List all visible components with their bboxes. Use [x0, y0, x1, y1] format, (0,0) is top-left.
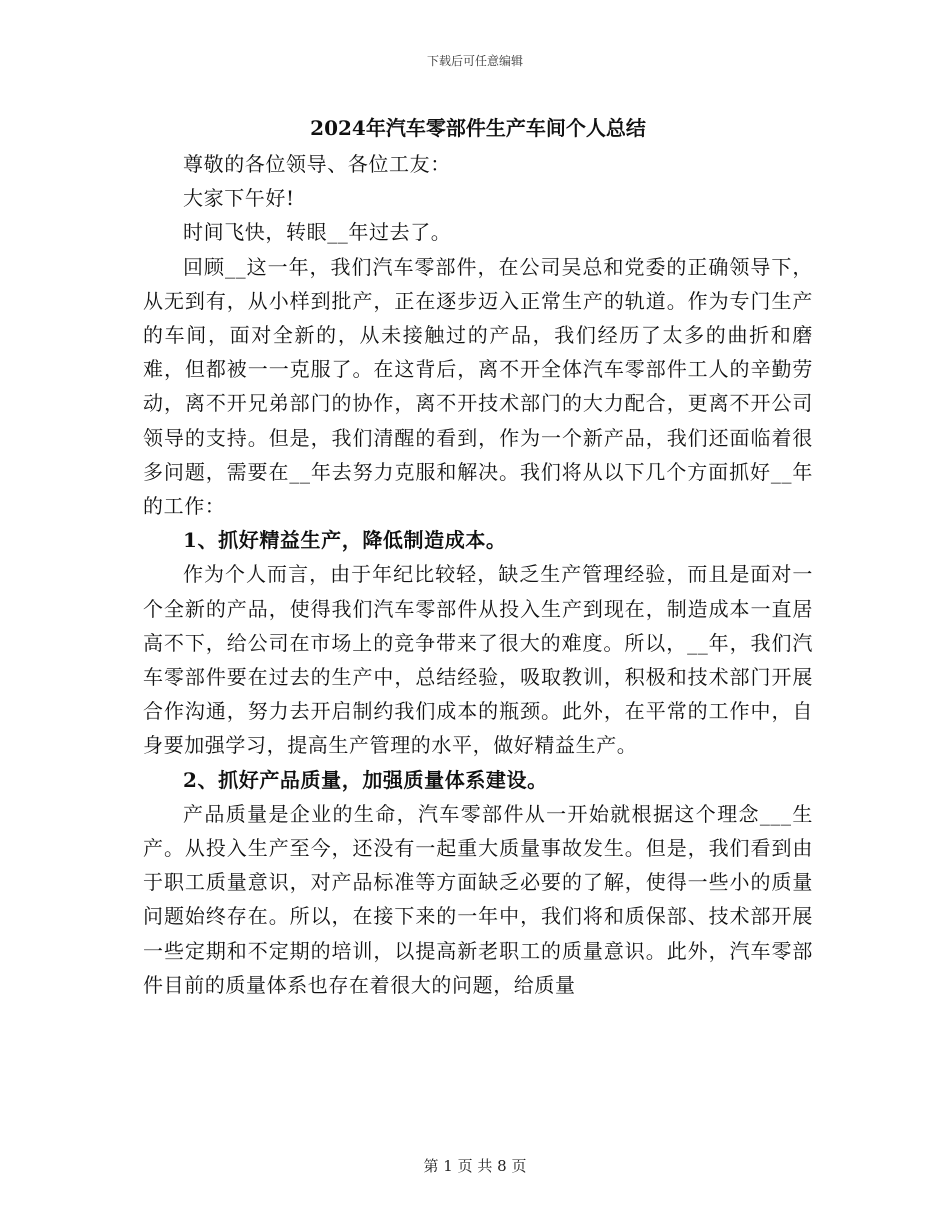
greeting-line: 尊敬的各位领导、各位工友：: [183, 152, 451, 176]
paragraph-3: 作为个人而言，由于年纪比较轻，缺乏生产管理经验，而且是面对一个全新的产品，使得我们汽车零部件从投入生产到现在，制造成本一直居高不下，给公司在市场上的竞争带来了很大的难度。所以，__年，我们汽车零部件要在过去的生产中，总结经验，吸取教训，积极和技术部门开展合作沟通，努力去开启制约我们成本的瓶颈。此外，在平常的工作中，自身要加强学习，提高生产管理的水平，做好精益生产。: [143, 562, 813, 758]
document-body: [143, 112, 813, 1002]
paragraph-1: 时间飞快，转眼__年过去了。: [183, 220, 452, 245]
section-heading-2: 2、抓好产品质量，加强质量体系建设。: [183, 767, 548, 792]
section-heading-1: 1、抓好精益生产，降低制造成本。: [183, 528, 507, 553]
document-title: 2024年汽车零部件生产车间个人总结: [310, 116, 646, 140]
salutation-line: 大家下午好!: [183, 186, 295, 211]
paragraph-4: 产品质量是企业的生命，汽车零部件从一开始就根据这个理念___生产。从投入生产至今，还没有一起重大质量事故发生。但是，我们看到由于职工质量意识，对产品标准等方面缺乏必要的了解，使得一些小的质量问题始终存在。所以，在接下来的一年中，我们将和质保部、技术部开展一些定期和不定期的培训，以提高新老职工的质量意识。此外，汽车零部件目前的质量体系也存在着很大的问题，给质量: [143, 801, 813, 997]
paragraph-2: 回顾__这一年，我们汽车零部件，在公司吴总和党委的正确领导下，从无到有，从小样到批产，正在逐步迈入正常生产的轨道。作为专门生产的车间，面对全新的，从未接触过的产品，我们经历了太多的曲折和磨难，但都被一一克服了。在这背后，离不开全体汽车零部件工人的辛勤劳动，离不开兄弟部门的协作，离不开技术部门的大力配合，更离不开公司领导的支持。但是，我们清醒的看到，作为一个新产品，我们还面临着很多问题，需要在__年去努力克服和解决。我们将从以下几个方面抓好__年的工作：: [143, 254, 813, 519]
header-note: 下载后可任意编辑: [426, 54, 523, 68]
page-number: 第 1 页 共 8 页: [423, 1157, 527, 1175]
